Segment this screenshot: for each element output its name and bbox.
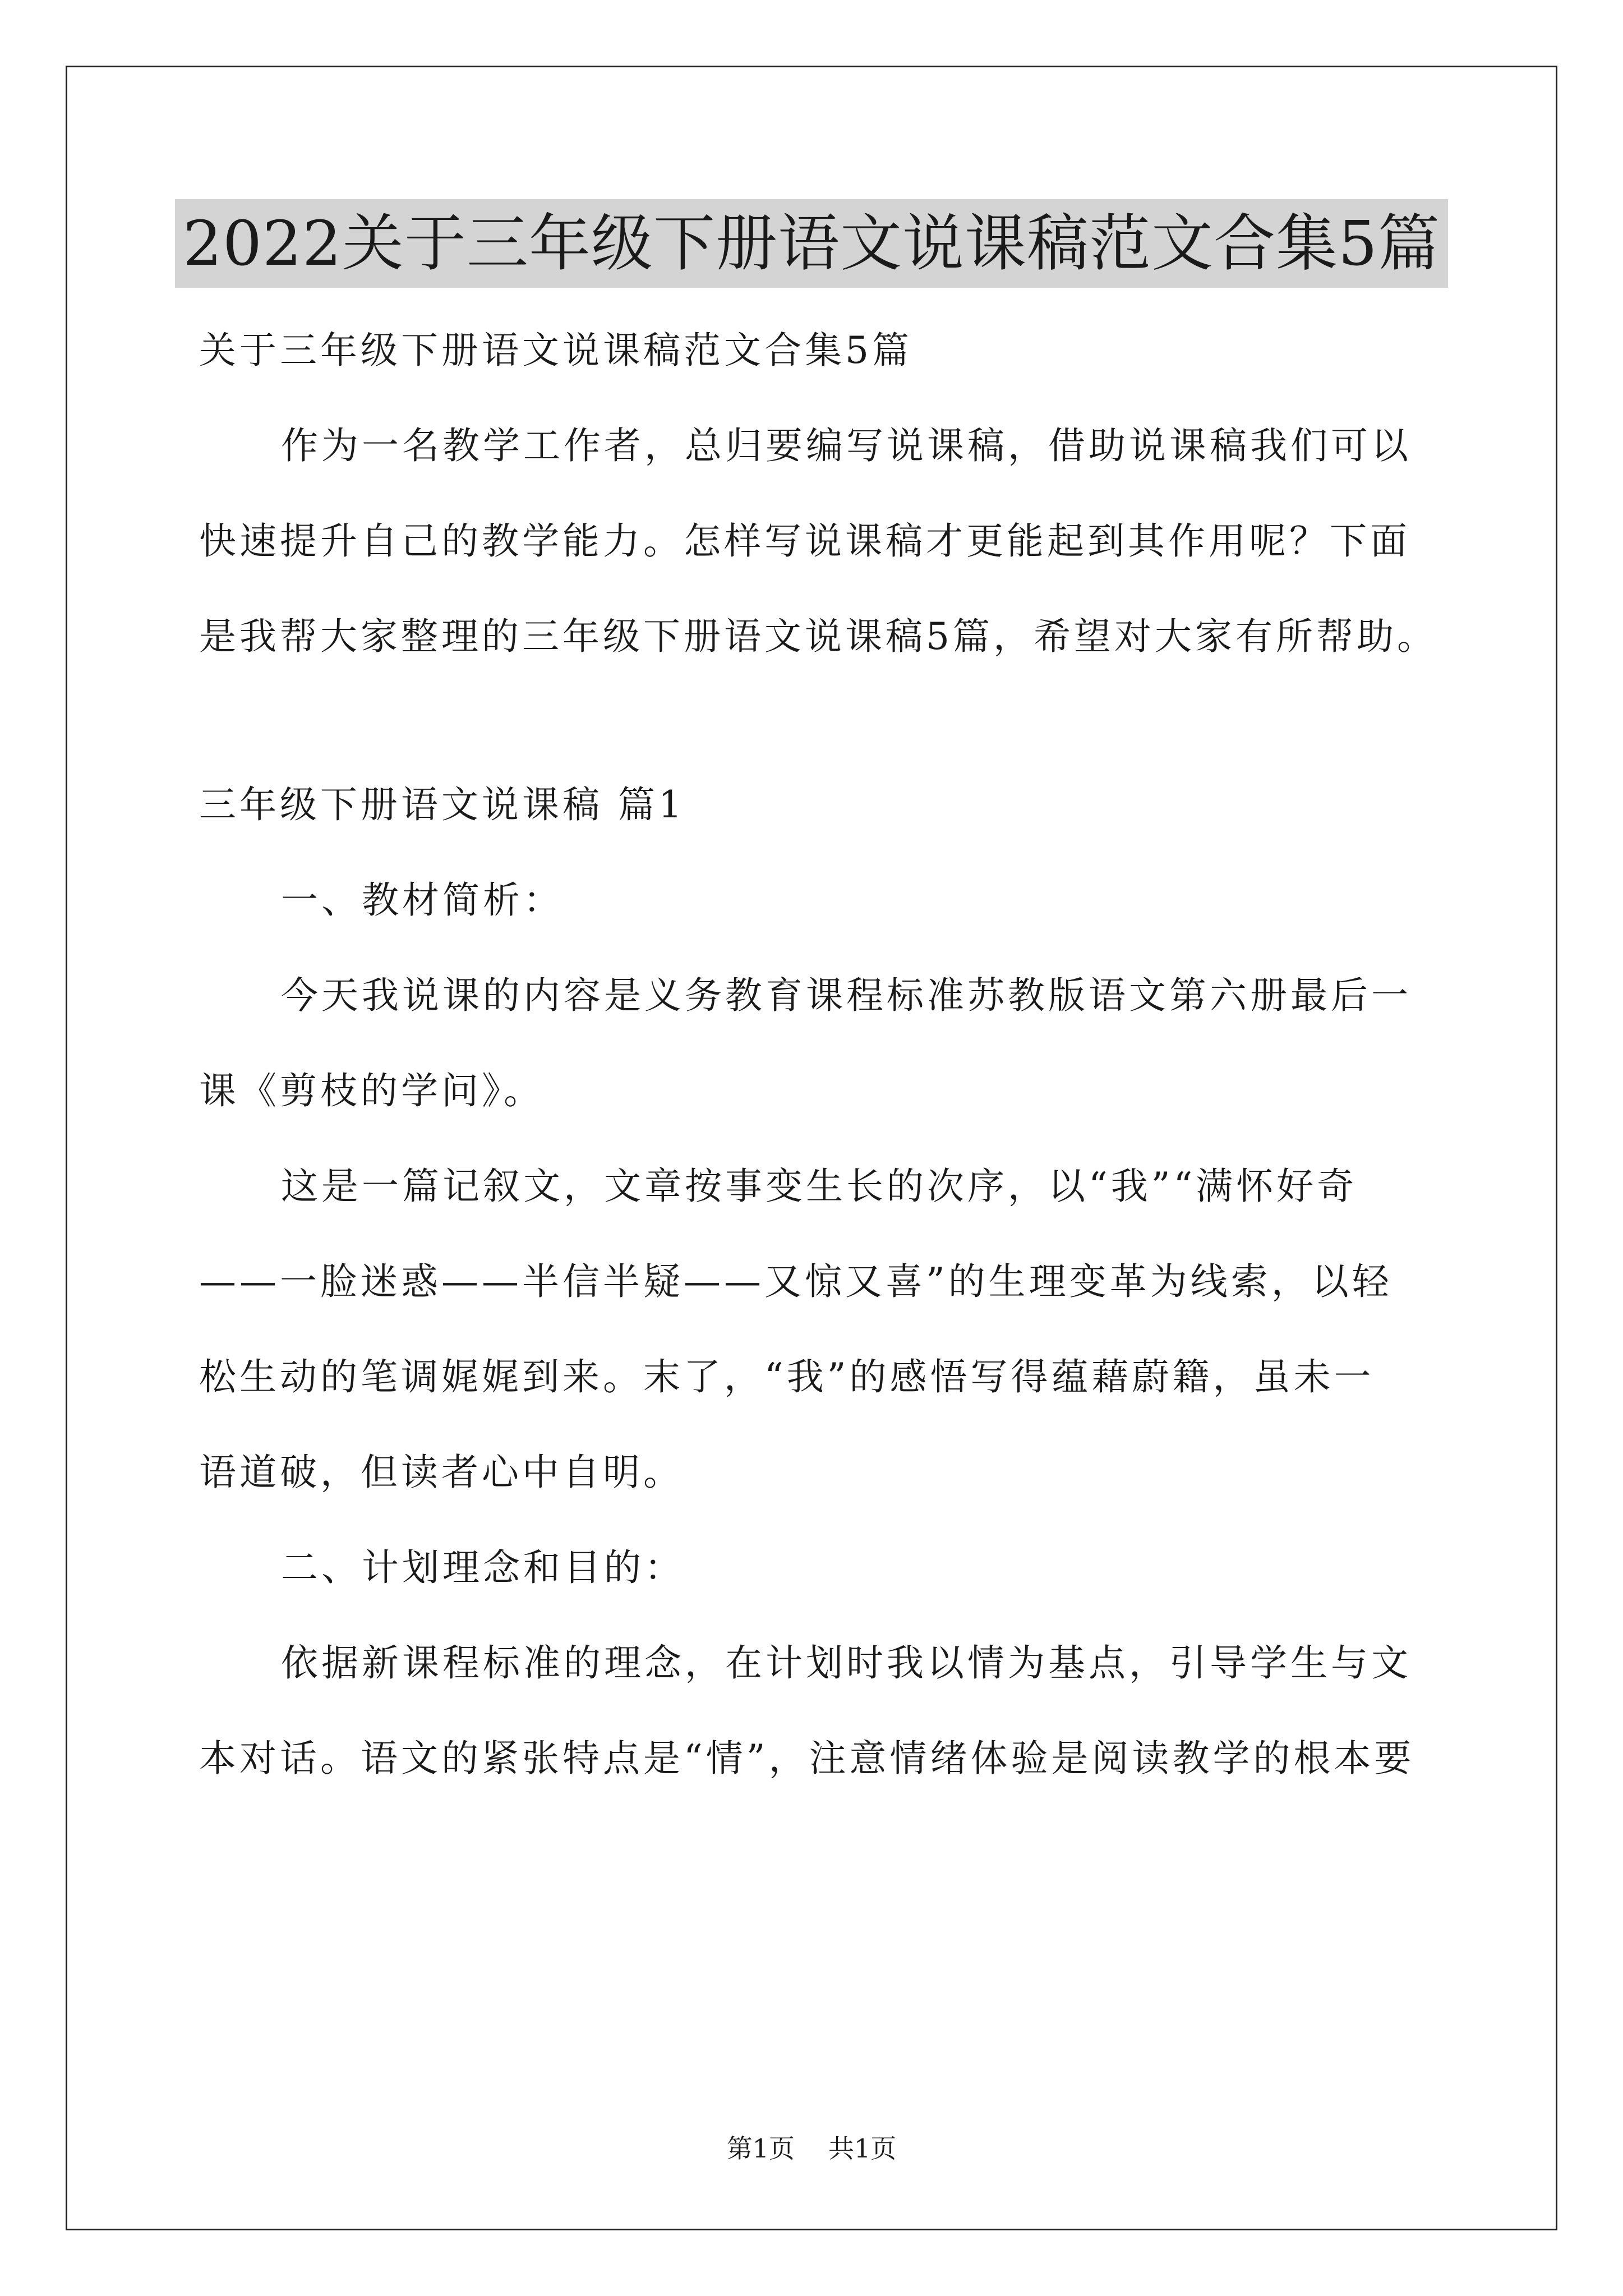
title-area <box>0 199 1623 288</box>
intro-line: 快速提升自己的教学能力。怎样写说课稿才更能起到其作用呢？下面 <box>199 519 1410 563</box>
intro-line: 是我帮大家整理的三年级下册语文说课稿5篇，希望对大家有所帮助。 <box>199 615 1437 658</box>
paragraph-line: 本对话。语文的紧张特点是“情”，注意情绪体验是阅读教学的根本要 <box>199 1737 1415 1780</box>
paragraph-line: 课《剪枝的学问》。 <box>199 1069 544 1112</box>
paragraph-line: 这是一篇记叙文，文章按事变生长的次序，以“我”“满怀好奇 <box>281 1165 1358 1208</box>
paragraph-line: ——一脸迷惑——半信半疑——又惊又喜”的生理变革为线索，以轻 <box>199 1260 1393 1303</box>
paragraph-line: 依据新课程标准的理念，在计划时我以情为基点，引导学生与文 <box>281 1641 1412 1685</box>
page-number: 第1页 <box>726 2133 795 2164</box>
document-body <box>199 303 1437 1806</box>
section-heading: 三年级下册语文说课稿 篇1 <box>199 783 685 826</box>
paragraph-line: 今天我说课的内容是义务教育课程标准苏教版语文第六册最后一 <box>281 974 1412 1017</box>
intro-line: 作为一名教学工作者，总归要编写说课稿，借助说课稿我们可以 <box>281 424 1412 467</box>
page-total: 共1页 <box>828 2133 897 2164</box>
heading-design-concept: 二、计划理念和目的： <box>281 1546 685 1589</box>
paragraph-line: 松生动的笔调娓娓到来。末了，“我”的感悟写得蕴藉蔚籍，虽未一 <box>199 1355 1375 1398</box>
paragraph-line: 语道破，但读者心中自明。 <box>199 1451 684 1494</box>
heading-textbook-analysis: 一、教材简析： <box>281 878 564 922</box>
spacer <box>199 684 1427 757</box>
document-title: 2022关于三年级下册语文说课稿范文合集5篇 <box>175 199 1448 288</box>
page-footer <box>0 2132 1623 2165</box>
document-subtitle: 关于三年级下册语文说课稿范文合集5篇 <box>199 329 912 372</box>
